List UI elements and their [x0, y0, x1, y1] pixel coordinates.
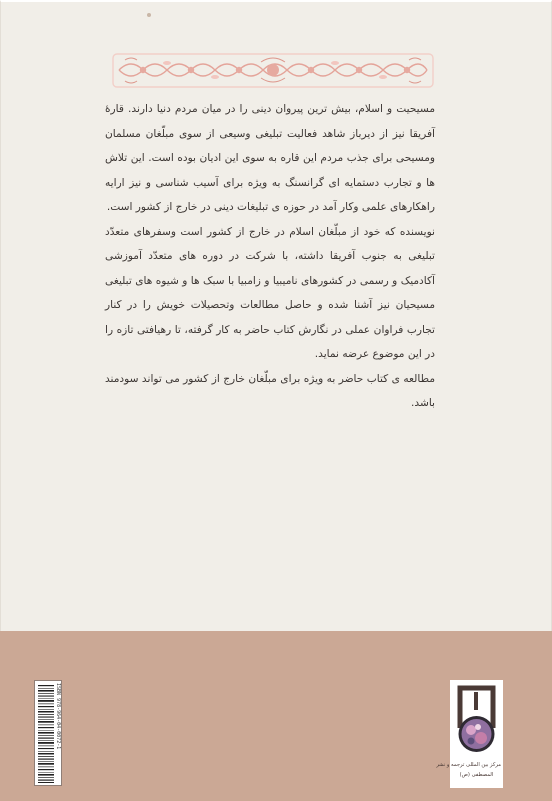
description-paragraph-2: نویسنده که خود از مبلّغان اسلام در خارج از کشور است وسفرهای متعدّد تبلیغی به جنوب آفریقا داشته، با شرکت در دوره های متعدّد آموزشی آکادمیک و رسمی در کشورهای نامیبیا و زامبیا با سبک ها و شیوه های تبلیغی مسیحیان نیز آشنا شده و حاصل مطالعات وتحصیلات خویش را در کنار تجارب فراوان عملی در نگارش کتاب حاضر به کار گرفته، تا رهیافتی تازه را در این موضوع عرضه نماید.: [105, 225, 435, 360]
isbn-number: ISBN 978-964-04-0072-1: [55, 683, 61, 750]
barcode: [34, 680, 62, 786]
back-cover-description: [105, 97, 435, 416]
print-mark-dot: [147, 13, 151, 17]
publisher-logo-icon: [450, 680, 503, 760]
publisher-name: مرکز بین المللی ترجمه و نشر: [436, 762, 501, 768]
decorative-ornament-band: [111, 52, 435, 89]
description-paragraph-3: مطالعه ی کتاب حاضر به ویژه برای مبلّغان خارج از کشور می تواند سودمند باشد.: [105, 372, 435, 409]
publisher-logo-area: [436, 680, 503, 788]
barcode-bars-icon: [38, 685, 54, 783]
publisher-subname: المصطفی (ص): [459, 772, 494, 778]
description-paragraph-1: مسیحیت و اسلام، بیش ترین پیروان دینی را در میان مردم دنیا دارند. قارهٔ آفریقا نیز از دیرباز شاهد فعالیت تبلیغی وسیعی از سوی مبلّغان مسلمان ومسیحی برای جذب مردم این قاره به سوی این ادیان بوده است. این تلاش ها و تجارب دستمایه ای گرانسنگ به ویژه برای آسیب شناسی و نیز ارایه راهکارهای علمی وکار آمد در حوزه ی تبلیغات دینی در خارج از کشور است.: [105, 103, 435, 213]
